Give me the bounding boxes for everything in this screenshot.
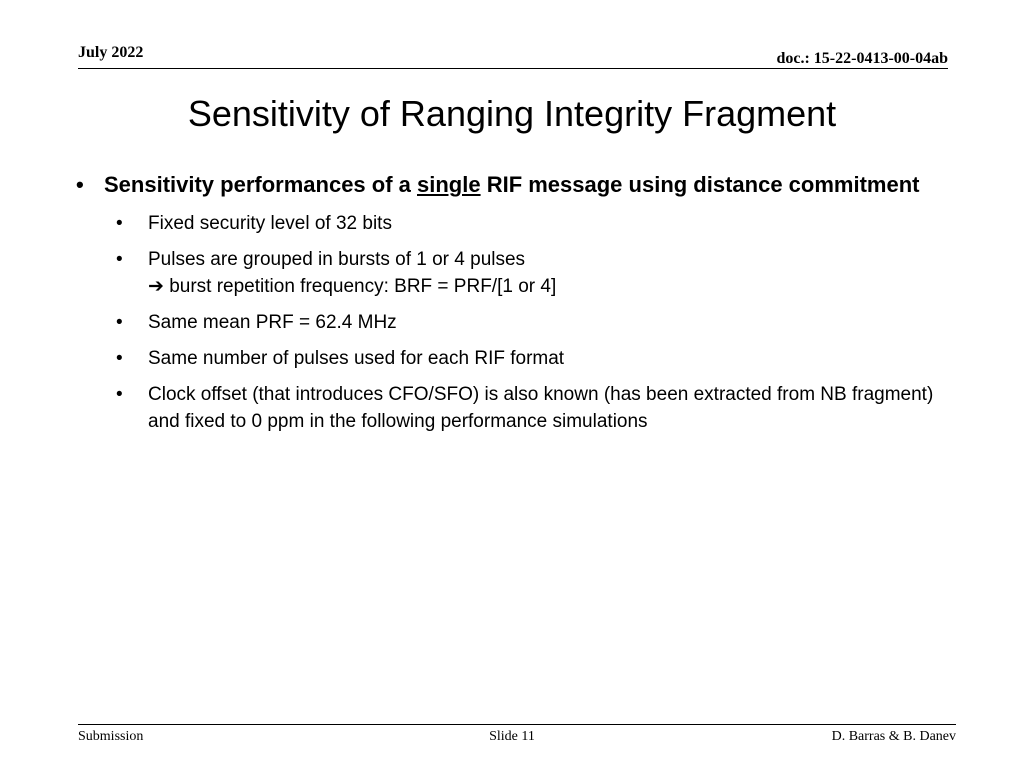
sub-bullet-text-continued: burst repetition frequency: BRF = PRF/[1 or 4]: [163, 276, 557, 297]
main-bullet-underlined: single: [417, 172, 481, 197]
bullet-marker: •: [116, 312, 123, 333]
sub-bullet-item: [76, 381, 956, 435]
sub-bullet-item: [76, 210, 956, 237]
bullet-marker: •: [116, 384, 123, 405]
header-divider: [78, 68, 948, 69]
footer-slide-number: Slide 11: [489, 729, 535, 744]
sub-bullet-text: Pulses are grouped in bursts of 1 or 4 pulses: [148, 249, 526, 270]
header-doc-id: doc.: 15-22-0413-00-04ab: [776, 50, 948, 67]
header-date: July 2022: [78, 44, 144, 61]
sub-bullet-list: [76, 210, 956, 435]
sub-bullet-text: Fixed security level of 32 bits: [148, 213, 392, 234]
footer-divider: [78, 724, 956, 725]
sub-bullet-item: [76, 246, 956, 300]
arrow-icon: ➔: [148, 276, 164, 297]
slide-title: Sensitivity of Ranging Integrity Fragment: [187, 93, 837, 134]
sub-bullet-text: Same mean PRF = 62.4 MHz: [148, 312, 397, 333]
bullet-marker: •: [116, 249, 123, 270]
main-bullet-prefix: Sensitivity performances of a: [104, 172, 417, 197]
sub-bullet-text: Clock offset (that introduces CFO/SFO) is also known (has been extracted from NB fragment) and fixed to 0 ppm in the following performance simulations: [148, 384, 934, 432]
bullet-marker: •: [116, 348, 123, 369]
footer-authors: D. Barras & B. Danev: [831, 729, 956, 744]
footer-submission: Submission: [78, 729, 144, 744]
bullet-marker: •: [116, 213, 123, 234]
sub-bullet-text: Same number of pulses used for each RIF format: [148, 348, 565, 369]
main-bullet: [76, 170, 956, 200]
main-bullet-suffix: RIF message using distance commitment: [480, 172, 920, 197]
sub-bullet-item: [76, 309, 956, 336]
sub-bullet-item: [76, 345, 956, 372]
bullet-marker: •: [76, 172, 84, 197]
slide-content: [76, 170, 956, 444]
